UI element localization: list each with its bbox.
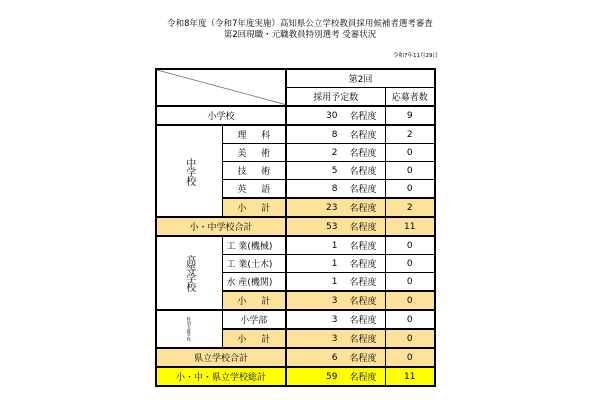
applicant-count: 2 <box>385 198 435 217</box>
unit: 名程度 <box>349 149 377 159</box>
total-label: 県立学校合計 <box>156 348 286 367</box>
unit: 名程度 <box>349 242 377 252</box>
header-corner-cell <box>156 69 286 106</box>
planned-count: 1 <box>331 240 338 251</box>
unit: 名程度 <box>349 223 377 233</box>
row-label: 小学校 <box>156 106 286 125</box>
unit: 名程度 <box>349 354 377 364</box>
applicant-count: 0 <box>385 236 435 255</box>
header-round: 第2回 <box>286 69 435 88</box>
grand-total-label: 小・中・県立学校総計 <box>156 367 286 386</box>
planned-count: 3 <box>331 295 338 306</box>
document-date: 令和7年11月29日 <box>393 53 438 59</box>
unit: 名程度 <box>349 297 377 307</box>
planned-count: 6 <box>331 352 338 363</box>
planned-count: 2 <box>331 147 338 158</box>
group-label-junior-high: 中学校 <box>156 125 222 217</box>
planned-count: 8 <box>331 183 338 194</box>
applicant-count: 0 <box>385 255 435 273</box>
applicant-count: 11 <box>385 217 435 236</box>
unit: 名程度 <box>349 131 377 141</box>
unit: 名程度 <box>349 185 377 195</box>
group-label-special-support: 特別支援学校 <box>156 310 222 348</box>
subject-label: 工 業(土木) <box>222 255 286 273</box>
group-label-high-school: 高等学校 <box>156 236 222 310</box>
unit: 名程度 <box>349 167 377 177</box>
applicant-count: 11 <box>385 367 435 386</box>
table-row <box>156 236 435 255</box>
grand-total-row <box>156 367 435 386</box>
planned-count: 23 <box>326 202 338 213</box>
header-applicants: 応募者数 <box>385 88 435 107</box>
diagonal-line <box>157 70 286 105</box>
applicant-count: 0 <box>385 144 435 162</box>
applicant-count: 0 <box>385 273 435 292</box>
subtotal-label: 小 計 <box>222 329 286 348</box>
subject-label: 工 業(機械) <box>222 236 286 255</box>
planned-count: 59 <box>326 371 338 382</box>
unit: 名程度 <box>349 316 377 326</box>
planned-count: 30 <box>326 110 338 121</box>
header-planned: 採用予定数 <box>286 88 385 107</box>
planned-count: 3 <box>331 314 338 325</box>
table-row <box>156 106 435 125</box>
planned-count: 1 <box>331 276 338 287</box>
planned-count: 8 <box>331 129 338 140</box>
unit: 名程度 <box>349 112 377 122</box>
applicant-count: 0 <box>385 348 435 367</box>
subtotal-label: 小 計 <box>222 291 286 310</box>
total-row <box>156 348 435 367</box>
unit: 名程度 <box>349 278 377 288</box>
planned-count: 5 <box>331 165 338 176</box>
subject-label: 英 語 <box>222 180 286 199</box>
subject-label: 理 科 <box>222 125 286 144</box>
planned-count: 53 <box>326 221 338 232</box>
subject-label: 技 術 <box>222 162 286 180</box>
subject-label: 美 術 <box>222 144 286 162</box>
document-title-line2: 第2回現職・元職教員特別選考 受審状況 <box>223 30 377 40</box>
table-row <box>156 125 435 144</box>
applicant-count: 9 <box>385 106 435 125</box>
unit: 名程度 <box>349 204 377 214</box>
planned-count: 1 <box>331 258 338 269</box>
applicant-count: 0 <box>385 310 435 329</box>
applicant-count: 0 <box>385 291 435 310</box>
table-row <box>156 310 435 329</box>
subtotal-label: 小 計 <box>222 198 286 217</box>
applicant-count: 0 <box>385 329 435 348</box>
subject-label: 小学部 <box>222 310 286 329</box>
applicant-count: 0 <box>385 180 435 199</box>
unit: 名程度 <box>349 335 377 345</box>
unit: 名程度 <box>349 373 377 383</box>
applicant-count: 2 <box>385 125 435 144</box>
total-row <box>156 217 435 236</box>
planned-count: 3 <box>331 333 338 344</box>
applicant-count: 0 <box>385 162 435 180</box>
document-title-line1: 令和8年度（令和7年度実施）高知県公立学校教員採用候補者選考審査 <box>167 19 433 29</box>
application-status-table <box>155 68 436 387</box>
unit: 名程度 <box>349 260 377 270</box>
subject-label: 水 産(機関) <box>222 273 286 292</box>
total-label: 小・中学校合計 <box>156 217 286 236</box>
